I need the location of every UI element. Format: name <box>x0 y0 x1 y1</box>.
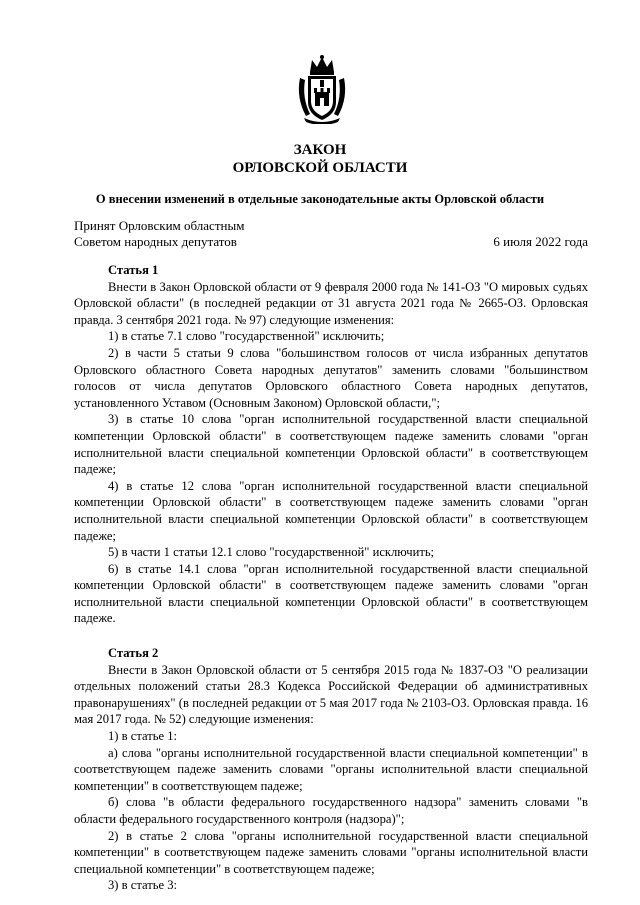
paragraph: а) слова "органы исполнительной государственной власти специальной компетенции" в соответствующем падеже заменить словами "органы исполнительной власти специальной компетенции" в соответствующем падеже; <box>74 745 588 793</box>
region-title: ОРЛОВСКОЙ ОБЛАСТИ <box>232 160 408 176</box>
law-title: ЗАКОН <box>293 142 347 158</box>
coat-of-arms-icon <box>296 54 348 124</box>
adoption-info <box>74 218 244 250</box>
article-heading: Статья 2 <box>108 646 159 661</box>
paragraph: 2) в статье 2 слова "органы исполнительной государственной власти специальной компетенции" в соответствующем падеже заменить словами "органы исполнительной власти специальной компетенции" в соответствующем падеже; <box>74 828 588 876</box>
law-body <box>74 262 588 894</box>
adoption-date: 6 июля 2022 года <box>493 234 588 249</box>
paragraph: 5) в части 1 статьи 12.1 слово "государственной" исключить; <box>108 545 435 560</box>
adoption-line: Принят Орловским областным <box>74 218 245 233</box>
paragraph: 1) в статье 1: <box>108 729 178 744</box>
adoption-line: Советом народных депутатов <box>74 234 237 249</box>
paragraph: 4) в статье 12 слова "орган исполнительной государственной власти специальной компетенции Орловской области" в соответствующем падеже заменить словами "орган исполнительной власти специальной компетенции Орловской области" в соответствующем падеже; <box>74 478 588 543</box>
paragraph: 3) в статье 10 слова "орган исполнительной государственной власти специальной компетенции Орловской области" в соответствующем падеже заменить словами "орган исполнительной власти специальной компетенции Орловской области" в соответствующем падеже; <box>74 412 588 477</box>
paragraph: 1) в статье 7.1 слово "государственной" исключить; <box>108 329 385 344</box>
paragraph: Внести в Закон Орловской области от 9 февраля 2000 года № 141-ОЗ "О мировых судьях Орловской области" (в последней редакции от 31 августа 2021 года № 2665-ОЗ. Орловская правда. 3 сентября 2021 года. № 97) следующие изменения: <box>74 279 588 327</box>
paragraph: 3) в статье 3: <box>108 878 178 893</box>
law-subtitle: О внесении изменений в отдельные законодательные акты Орловской области <box>95 192 545 206</box>
paragraph: 6) в статье 14.1 слова "орган исполнительной государственной власти специальной компетенции Орловской области" в соответствующем падеже заменить словами "орган исполнительной власти специальной компетенции Орловской области" в соответствующем падеже. <box>74 561 588 626</box>
paragraph: б) слова "в области федерального государственного надзора" заменить словами "в области федерального государственного контроля (надзора)"; <box>74 795 588 826</box>
paragraph: 2) в части 5 статьи 9 слова "большинством голосов от числа избранных депутатов Орловского областного Совета народных депутатов" заменить словами "большинством голосов от числа депутатов Орловского областного Совета народных депутатов, установленного Уставом (Основным Законом) Орловской области,"; <box>74 345 588 410</box>
article-heading: Статья 1 <box>108 263 159 277</box>
paragraph: Внести в Закон Орловской области от 5 сентября 2015 года № 1837-ОЗ "О реализации отдельных положений статьи 28.3 Кодекса Российской Федерации об административных правонарушениях" (в последней редакции от 5 мая 2017 года № 2103-ОЗ. Орловская правда. 16 мая 2017 года. № 52) следующие изменения: <box>74 662 588 727</box>
